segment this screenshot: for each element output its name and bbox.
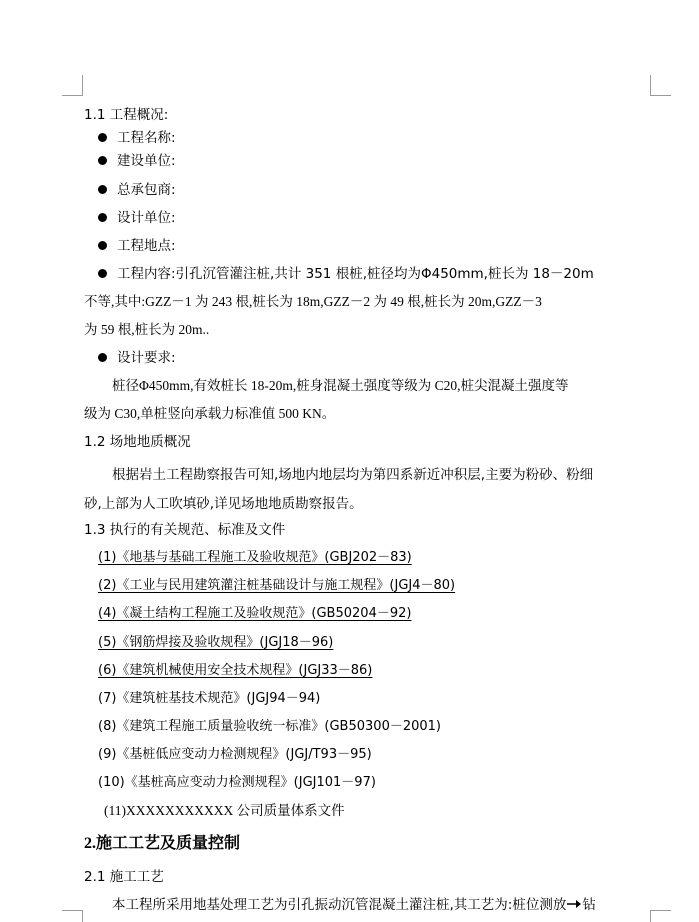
paragraph-line: 砂,上部为人工吹填砂,详见场地地质勘察报告。: [84, 496, 363, 512]
standard-item: (9)《基桩低应变动力检测规程》(JGJ/T93－95): [98, 747, 372, 762]
crop-mark-bottom-left: [62, 910, 83, 922]
bullet-dot-icon: [98, 241, 107, 250]
standard-item: (11)XXXXXXXXXXX 公司质量体系文件: [104, 803, 345, 818]
section-1-1-heading: 1.1 工程概况:: [84, 107, 169, 123]
section-1-3-heading: 1.3 执行的有关规范、标准及文件: [84, 522, 286, 538]
bullet-dot-icon: [98, 133, 107, 142]
section-1-2-heading: 1.2 场地地质概况: [84, 434, 191, 450]
standard-item: (1)《地基与基础工程施工及验收规范》(GBJ202－83): [98, 550, 412, 565]
bullet-item: 总承包商:: [98, 178, 176, 198]
crop-mark-bottom-right: [650, 910, 671, 922]
bullet-item: 设计单位:: [98, 206, 176, 226]
paragraph-line: 不等,其中:GZZ－1 为 243 根,桩长为 18m,GZZ－2 为 49 根,桩长为 20m,GZZ－3: [84, 294, 542, 309]
standard-item: (5)《钢筋焊接及验收规程》(JGJ18－96): [98, 635, 334, 650]
bullet-item: 工程内容:引孔沉管灌注桩,共计 351 根桩,桩径均为Φ450mm,桩长为 18－20m: [98, 262, 594, 282]
bullet-item: 工程名称:: [98, 126, 176, 146]
standard-item: (6)《建筑机械使用安全技术规程》(JGJ33－86): [98, 663, 373, 678]
bullet-item: 工程地点:: [98, 234, 176, 254]
standard-item: (2)《工业与民用建筑灌注桩基础设计与施工规程》(JGJ4－80): [98, 578, 456, 593]
paragraph-line: 根据岩土工程勘察报告可知,场地内地层均为第四系新近冲积层,主要为粉砂、粉细: [112, 467, 594, 483]
paragraph-line: 本工程所采用地基处理工艺为引孔振动沉管混凝土灌注桩,其工艺为:桩位测放 钻: [112, 897, 596, 913]
arrow-right-icon: [567, 897, 581, 913]
standard-item: (8)《建筑工程施工质量验收统一标准》(GB50300－2001): [98, 719, 441, 734]
section-2-1-heading: 2.1 施工工艺: [84, 869, 164, 885]
standard-item: (4)《凝土结构工程施工及验收规范》(GB50204－92): [98, 606, 412, 621]
bullet-dot-icon: [98, 156, 107, 165]
bullet-dot-icon: [98, 353, 107, 362]
paragraph-line: 桩径Φ450mm,有效桩长 18-20m,桩身混凝土强度等级为 C20,桩尖混凝土强度等: [112, 378, 569, 393]
crop-mark-top-left: [62, 75, 83, 96]
bullet-item: 设计要求:: [98, 346, 176, 366]
standard-item: (10)《基桩高应变动力检测规程》(JGJ101－97): [98, 775, 376, 790]
bullet-dot-icon: [98, 185, 107, 194]
paragraph-line: 为 59 根,桩长为 20m..: [84, 322, 210, 337]
section-2-heading: 2.施工工艺及质量控制: [84, 835, 241, 852]
bullet-dot-icon: [98, 269, 107, 278]
bullet-dot-icon: [98, 213, 107, 222]
crop-mark-top-right: [650, 75, 671, 96]
bullet-item: 建设单位:: [98, 149, 176, 169]
standard-item: (7)《建筑桩基技术规范》(JGJ94－94): [98, 691, 321, 706]
paragraph-line: 级为 C30,单桩竖向承载力标准值 500 KN。: [84, 406, 336, 421]
